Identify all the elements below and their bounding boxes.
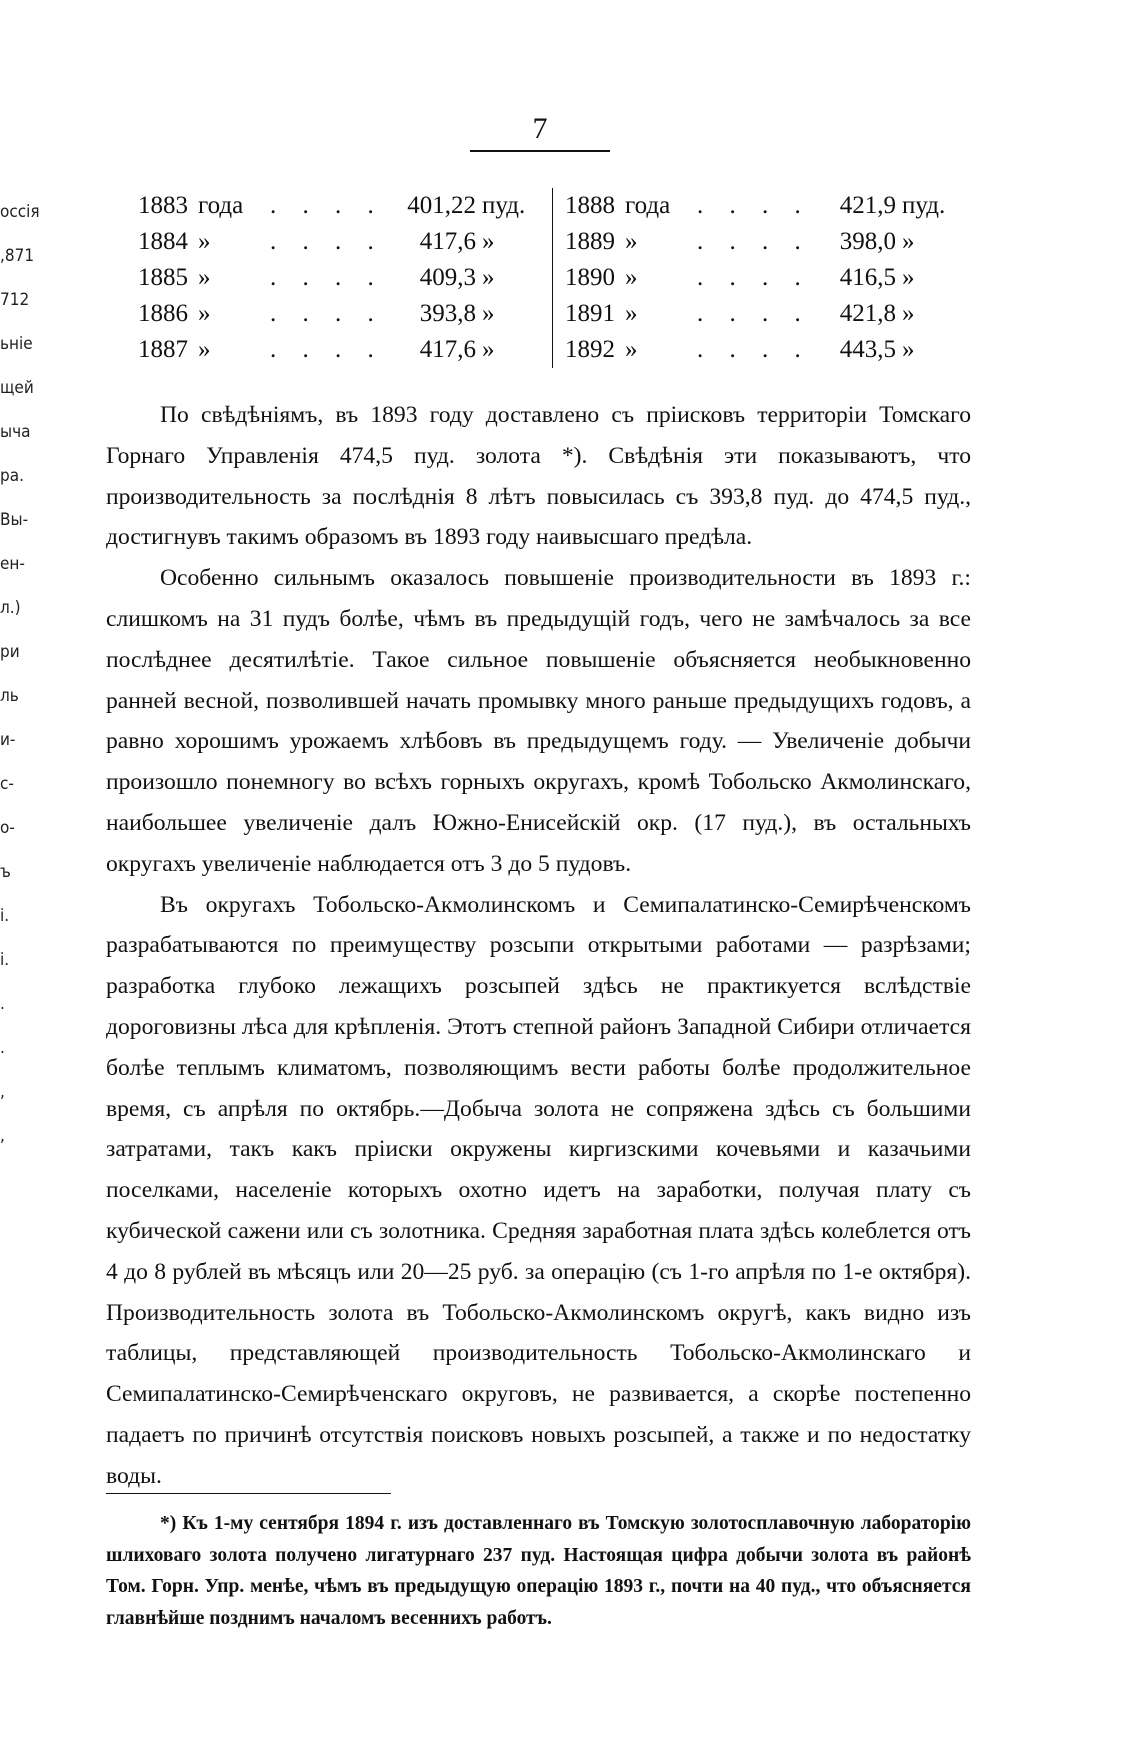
table-unit: » [902, 228, 915, 255]
table-value: 409,3 [419, 264, 476, 291]
footnote-rule [106, 1493, 391, 1494]
table-cell-right [553, 332, 959, 368]
table-year: 1890 [565, 264, 615, 291]
table-dots: . . . . [697, 192, 811, 219]
table-unit: » [902, 264, 915, 291]
table-row [138, 332, 958, 368]
paragraph-1: По свѣдѣніямъ, въ 1893 году доставлено съ пріисковъ территоріи Томскаго Горнаго Управленія 474,5 пуд. золота *). Свѣдѣнія эти показываютъ, что производительность за послѣднія 8 лѣтъ повысилась съ 393,8 пуд. до 474,5 пуд., достигнувъ такимъ образомъ въ 1893 году наивысшаго предѣла. [106, 402, 971, 551]
table-year: 1885 [138, 264, 188, 291]
table-dots: . . . . [697, 336, 811, 363]
table-label: года [625, 192, 671, 219]
footnote [106, 1508, 971, 1634]
table-dots: . . . . [270, 336, 384, 363]
table-cell-right [553, 260, 959, 296]
table-value: 421,8 [839, 300, 896, 327]
paragraph-2: Особенно сильнымъ оказалось повышеніе производительности въ 1893 г.: слишкомъ на 31 пудъ болѣе, чѣмъ въ предыдущій годъ, чего не замѣчалось за все послѣднее десятилѣтіе. Такое сильное повышеніе объясняется необыкновенно ранней весной, позволившей начать промывку много раньше предыдущихъ годовъ, а равно хорошимъ урожаемъ хлѣбовъ въ предыдущемъ году. — Увеличеніе добычи произошло понемногу во всѣхъ горныхъ округахъ, кромѣ Тобольско Акмолинскаго, наибольшее увеличеніе далъ Южно-Енисейскій окр. (17 пуд.), въ остальныхъ округахъ увеличеніе наблюдается отъ 3 до 5 пудовъ. [106, 565, 971, 877]
margin-fragment: і. [0, 950, 10, 970]
table-dots: . . . . [697, 228, 811, 255]
margin-fragment: с- [0, 774, 14, 794]
margin-fragment: ъ [0, 862, 11, 882]
table-cell-right [553, 296, 959, 332]
page-number-rule [470, 150, 610, 152]
table-value: 417,6 [419, 336, 476, 363]
table-year: 1886 [138, 300, 188, 327]
table-row [138, 224, 958, 260]
footnote-text: *) Къ 1-му сентября 1894 г. изъ доставленнаго въ Томскую золотосплавочную лабораторію шлиховаго золота получено лигатурнаго 237 пуд. Настоящая цифра добычи золота въ районѣ Том. Горн. Упр. менѣе, чѣмъ въ предыдущую операцію 1893 г., почти на 40 пуд., что объясняется главнѣйше позднимъ началомъ весеннихъ работъ. [106, 1513, 971, 1629]
table-value: 416,5 [839, 264, 896, 291]
table-label: » [198, 228, 211, 255]
table-value: 401,22 [407, 192, 476, 219]
production-table [138, 188, 958, 368]
margin-fragment: , [0, 1126, 5, 1146]
table-year: 1884 [138, 228, 188, 255]
margin-fragment: щей [0, 378, 34, 398]
table-year: 1887 [138, 336, 188, 363]
margin-fragment: 712 [0, 290, 30, 310]
margin-fragment: . [0, 1038, 5, 1058]
table-dots: . . . . [270, 300, 384, 327]
table-cell-left [138, 296, 553, 332]
table-unit: » [482, 228, 495, 255]
table-dots: . . . . [270, 228, 384, 255]
table-cell-left [138, 188, 553, 224]
margin-fragment: о- [0, 818, 15, 838]
table-label: » [625, 336, 638, 363]
table-unit: пуд. [482, 192, 526, 219]
margin-fragment: . [0, 994, 5, 1014]
margin-fragment: ыча [0, 422, 31, 442]
margin-fragment: л.) [0, 598, 21, 618]
table-label: » [625, 300, 638, 327]
table-unit: » [482, 300, 495, 327]
table-value: 398,0 [839, 228, 896, 255]
table-row [138, 188, 958, 224]
margin-fragment: ен- [0, 554, 25, 574]
table-cell-left [138, 332, 553, 368]
table-year: 1888 [565, 192, 615, 219]
margin-fragment: ,871 [0, 246, 35, 266]
margin-bleed-text [0, 190, 40, 1158]
body-text [106, 395, 971, 1497]
table-dots: . . . . [697, 300, 811, 327]
table-row [138, 260, 958, 296]
margin-fragment: и- [0, 730, 16, 750]
table-year: 1883 [138, 192, 188, 219]
table-year: 1889 [565, 228, 615, 255]
table-dots: . . . . [270, 264, 384, 291]
margin-fragment: оссія [0, 202, 40, 222]
table-dots: . . . . [270, 192, 384, 219]
table-dots: . . . . [697, 264, 811, 291]
table-value: 421,9 [839, 192, 896, 219]
margin-fragment: ьніе [0, 334, 33, 354]
table-label: » [198, 300, 211, 327]
table-value: 393,8 [419, 300, 476, 327]
table-label: » [198, 336, 211, 363]
table-year: 1892 [565, 336, 615, 363]
margin-fragment: Вы- [0, 510, 29, 530]
margin-fragment: ри [0, 642, 20, 662]
page-number: 7 [532, 112, 548, 145]
table-unit: » [902, 336, 915, 363]
table-unit: » [482, 264, 495, 291]
table-unit: » [902, 300, 915, 327]
table-cell-left [138, 260, 553, 296]
table-year: 1891 [565, 300, 615, 327]
table-unit: » [482, 336, 495, 363]
table-unit: пуд. [902, 192, 946, 219]
table-cell-right [553, 188, 959, 224]
margin-fragment: ра. [0, 466, 24, 486]
margin-fragment: і. [0, 906, 10, 926]
table-cell-right [553, 224, 959, 260]
table-label: » [625, 228, 638, 255]
paragraph-3: Въ округахъ Тобольско-Акмолинскомъ и Семипалатинско-Семирѣченскомъ разрабатываются по преимуществу розсыпи открытыми работами — разрѣзами; разработка глубоко лежащихъ розсыпей здѣсь не практикуется вслѣдствіе дороговизны лѣса для крѣпленія. Этотъ степной районъ Западной Сибири отличается болѣе теплымъ климатомъ, позволяющимъ вести работы болѣе продолжительное время, съ апрѣля по октябрь.—Добыча золота не сопряжена здѣсь съ большими затратами, такъ какъ пріиски окружены киргизскими кочевьями и казачьими поселками, населеніе которыхъ охотно идетъ на заработки, получая плату съ кубической сажени или съ золотника. Средняя заработная плата здѣсь колеблется отъ 4 до 8 рублей въ мѣсяцъ или 20—25 руб. за операцію (съ 1-го апрѣля по 1-е октября). Производительность золота въ Тобольско-Акмолинскомъ округѣ, какъ видно изъ таблицы, представляющей производительность Тобольско-Акмолинскаго и Семипалатинско-Семирѣченскаго округовъ, не развивается, а скорѣе постепенно падаетъ по причинѣ отсутствія поисковъ новыхъ розсыпей, а также и по недостатку воды. [106, 891, 971, 1489]
margin-fragment: ль [0, 686, 19, 706]
table-value: 417,6 [419, 228, 476, 255]
table-row [138, 296, 958, 332]
table-label: года [198, 192, 244, 219]
table-value: 443,5 [839, 336, 896, 363]
table-cell-left [138, 224, 553, 260]
table-label: » [625, 264, 638, 291]
margin-fragment: , [0, 1082, 5, 1102]
table-label: » [198, 264, 211, 291]
